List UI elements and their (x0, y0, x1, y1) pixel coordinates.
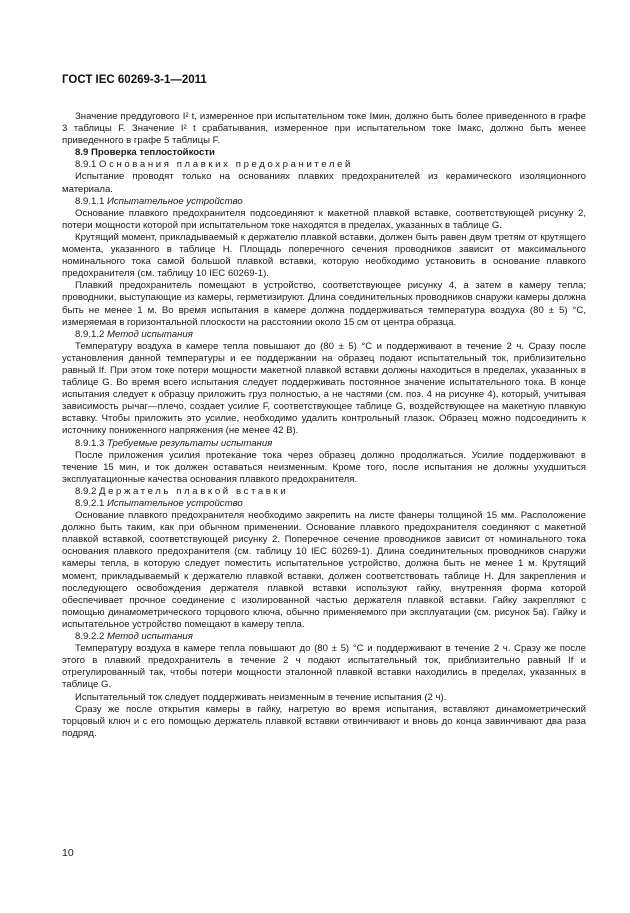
paragraph: Испытательный ток следует поддерживать неизменным в течение испытания (2 ч). (75, 691, 447, 703)
section-number: 8.9.1.2 (75, 328, 105, 340)
paragraph: Сразу же после открытия камеры в гайку, нагретую во время испытания, вставляют динамометрический торцовый ключ и с его помощью держатель плавкой вставки отвинчивают и вновь до конца завинчивают два раза подряд. (62, 703, 586, 739)
paragraph: Значение преддугового I² t, измеренное при испытательном токе Iмин, должно быть более приведенного в графе 3 таблицы F. Значение I² t срабатывания, измеренное при испытательном токе Iмакс, должно быть менее приведенного в графе 5 таблицы F. (62, 111, 586, 147)
section-number: 8.9.1 (75, 159, 97, 171)
section-title: Испытательное устройство (107, 195, 243, 207)
section-title: Метод испытания (107, 328, 193, 340)
subsection-heading (62, 438, 586, 450)
section-number: 8.9.1.3 (75, 437, 105, 449)
section-title: Держатель плавкой вставки (99, 485, 289, 497)
document-body (62, 111, 586, 740)
paragraph: Основание плавкого предохранителя необходимо закрепить на листе фанеры толщиной 15 мм. Расположение должно быть таким, как при обычном применении. Основание плавкого предохранителя соединяют с макетной плавкой вставкой, соответствующей рисунку 2. Поперечное сечение проводников зависит от номинального тока основания плавкого предохранителя (см. таблицу 10 IEC 60269-1). Длина соединительных проводников снаружи камеры тепла, в которую следует поместить испытательное устройство, должна быть не менее 1 м. Крутящий момент, прикладываемый к держателю плавкой вставки, должен соответствовать таблице H. Для закрепления и последующего освобождения держателя плавкой вставки используют гайку, внутренняя форма которой обеспечивает прочное соединение с изолированной частью держателя плавкой вставки. Гайку закрепляют с помощью динамометрического торцового ключа, обычно применяемого при эксплуатации (см. рисунок 5а). Гайку и испытательное устройство помещают в камеру тепла. (62, 510, 586, 630)
document-header: ГОСТ IEC 60269-3-1—2011 (62, 74, 207, 86)
paragraph: Крутящий момент, прикладываемый к держателю плавкой вставки, должен быть равен двум третям от крутящего момента, указанного в таблице H. Площадь поперечного сечения проводников зависит от максимального номинального тока самой большой плавкой вставки, которую необходимо установить в основание плавкого предохранителя (см. таблицу 10 IEC 60269-1). (62, 231, 586, 280)
subsection-heading (62, 196, 586, 208)
subsection-heading (62, 631, 586, 643)
paragraph: Плавкий предохранитель помещают в устройство, соответствующее рисунку 4, а затем в камеру тепла; проводники, выступающие из камеры, герметизируют. Длина соединительных проводников снаружи камеры должна быть не менее 1 м. Во время испытания в камере должна поддерживаться температура воздуха (80 ± 5) °С, измеряемая в горизонтальной плоскости на расстоянии около 15 см от центра образца. (62, 280, 586, 328)
section-title: Основания плавких предохранителей (99, 159, 353, 171)
subsection-heading (62, 486, 586, 498)
subsection-heading (62, 329, 586, 341)
subsection-heading (62, 159, 586, 171)
section-number: 8.9.2.2 (75, 631, 105, 643)
section-number: 8.9.1.1 (75, 195, 105, 207)
paragraph: После приложения усилия протекание тока через образец должно продолжаться. Усилие поддерживают в течение 15 мин, и ток должен оставаться неизменным. Кроме того, после испытания не должны ухудшиться эксплуатационные качества основания плавкого предохранителя. (62, 449, 586, 485)
paragraph: Испытание проводят только на основаниях плавких предохранителей из керамического изоляционного материала. (62, 171, 586, 195)
subsection-heading (62, 498, 586, 510)
section-heading: 8.9 Проверка теплостойкости (75, 147, 215, 159)
section-title: Требуемые результаты испытания (107, 437, 273, 449)
paragraph: Основание плавкого предохранителя подсоединяют к макетной плавкой вставке, соответствующей рисунку 2, потери мощности которой при испытательном токе находятся в пределах, указанных в таблице G. (62, 207, 586, 231)
paragraph: Температуру воздуха в камере тепла повышают до (80 ± 5) °С и поддерживают в течение 2 ч. Сразу же после этого в плавкий предохранитель в течение 2 ч подают испытательный ток, приблизительно равный If и отрегулированный так, чтобы потери мощности эталонной плавкой вставки находились в пределах, указанных в таблице G. (62, 643, 586, 691)
section-number: 8.9.2 (75, 485, 97, 497)
page-number: 10 (62, 847, 74, 859)
section-title: Испытательное устройство (107, 498, 243, 509)
paragraph: Температуру воздуха в камере тепла повышают до (80 ± 5) °С и поддерживают в течение 2 ч. Сразу после установления данной температуры и ее поддержании на образец подают испытательный ток, приблизительно равный If. При этом токе потери мощности макетной плавкой вставки должны находиться в пределах, указанных в таблице G. Во время всего испытания следует поддерживать постоянное значение испытательного тока. В конце испытания следует к образцу приложить груз полностью, а не частями (см. поз. 4 на рисунке 4), который, учитывая зависимость рычаг—плечо, создает усилие F, соответствующее таблице G, воздействующее на макетную плавкую вставку. Чтобы приложить это усилие, необходимо удалить контрольный глазок. Образец можно подсоединить к источнику пониженного напряжения (не менее 42 В). (62, 340, 586, 437)
section-title: Метод испытания (107, 631, 193, 643)
section-number: 8.9.2.1 (75, 498, 105, 509)
